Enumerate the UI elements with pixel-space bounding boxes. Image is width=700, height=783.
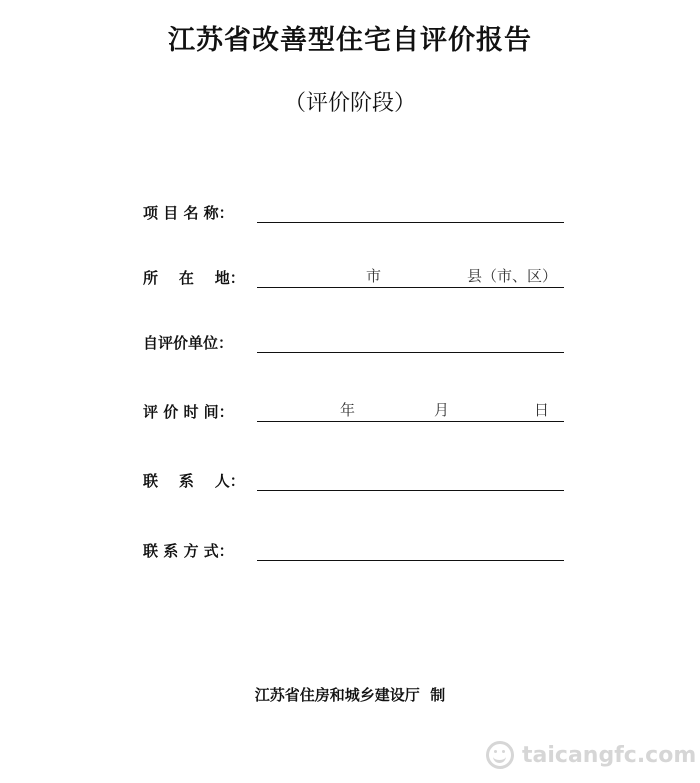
project-name-row bbox=[143, 199, 573, 223]
location-city-unit: 市 bbox=[366, 267, 382, 285]
evaluator-row bbox=[143, 329, 573, 353]
evaluator-label: 自评价单位： bbox=[143, 334, 234, 352]
contact-method-field[interactable] bbox=[257, 538, 564, 561]
eval-time-month-unit: 月 bbox=[434, 401, 450, 419]
contact-person-field[interactable] bbox=[257, 468, 564, 491]
eval-time-field[interactable] bbox=[257, 399, 564, 422]
location-field[interactable] bbox=[257, 265, 564, 288]
eval-time-row bbox=[143, 398, 573, 422]
location-county-unit: 县（市、区） bbox=[467, 267, 558, 285]
contact-person-row bbox=[143, 467, 573, 491]
project-name-field[interactable] bbox=[257, 200, 564, 223]
site-watermark bbox=[486, 739, 696, 771]
issuer-line: 江苏省住房和城乡建设厅 制 bbox=[254, 686, 446, 704]
contact-method-row bbox=[143, 537, 573, 561]
smiley-icon bbox=[486, 741, 514, 769]
evaluator-field[interactable] bbox=[257, 330, 564, 353]
eval-time-label: 评 价 时 间： bbox=[143, 403, 234, 421]
project-name-label: 项 目 名 称： bbox=[143, 204, 234, 222]
eval-time-year-unit: 年 bbox=[340, 401, 356, 419]
eval-time-day-unit: 日 bbox=[534, 401, 550, 419]
contact-person-label: 联 系 人： bbox=[143, 472, 245, 490]
location-row bbox=[143, 264, 573, 288]
contact-method-label: 联 系 方 式： bbox=[143, 542, 234, 560]
document-subtitle: （评价阶段） bbox=[283, 91, 416, 116]
watermark-text: taicangfc.com bbox=[522, 742, 697, 768]
location-label: 所 在 地： bbox=[143, 269, 245, 287]
document-title: 江苏省改善型住宅自评价报告 bbox=[168, 25, 532, 56]
